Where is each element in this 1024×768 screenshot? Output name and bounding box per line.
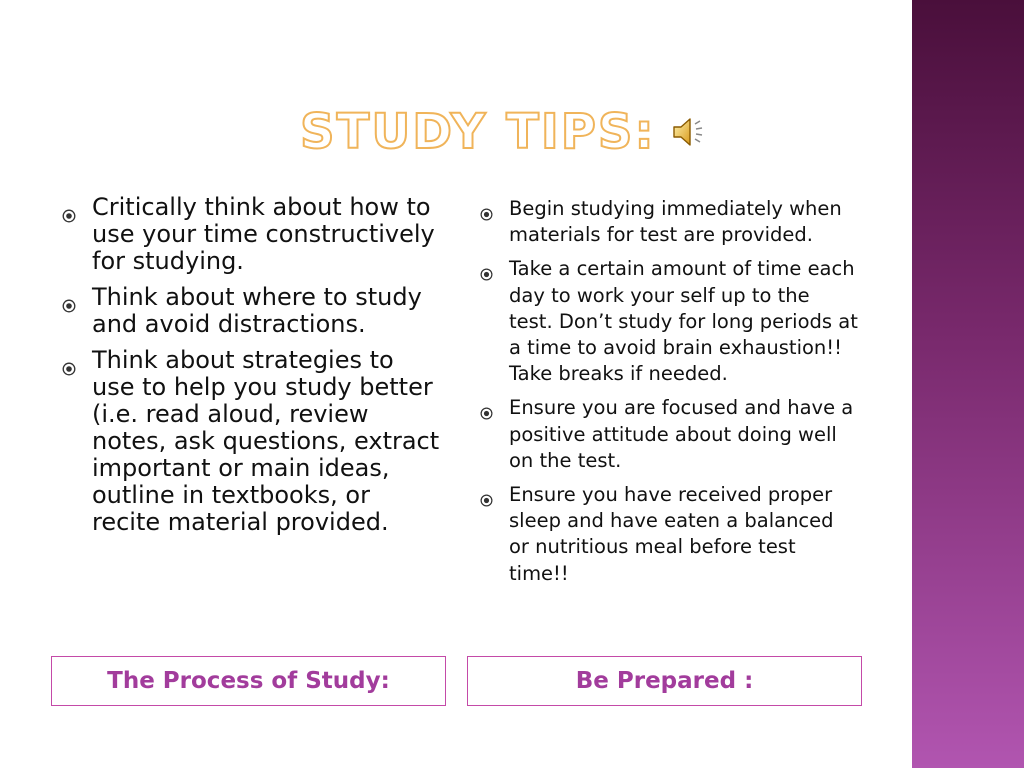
target-bullet-icon [480,401,493,414]
right-column [478,196,858,595]
bullet-text: Begin studying immediately when materials for test are provided. [509,197,842,247]
bullet-item [478,482,858,587]
left-column [60,194,440,545]
process-of-study-label: The Process of Study: [107,668,390,694]
slide-title: STUDY TIPS: [300,104,656,160]
title-row [300,102,710,162]
be-prepared-box [467,656,862,706]
bullet-item [478,395,858,474]
bullet-text: Think about strategies to use to help you study better (i.e. read aloud, review notes, ask questions, extract important or main ideas, outline in textbooks, or recite material provided. [92,346,440,536]
bullet-text: Ensure you have received proper sleep and have eaten a balanced or nutritious meal before test time!! [509,483,834,585]
bullet-item [60,284,440,338]
process-of-study-box [51,656,446,706]
bullet-item [478,196,858,248]
target-bullet-icon [62,202,76,216]
bullet-text: Ensure you are focused and have a positive attitude about doing well on the test. [509,396,854,472]
be-prepared-label: Be Prepared : [575,668,754,694]
bullet-item [60,194,440,275]
left-bullet-list [60,194,440,536]
right-bullet-list [478,196,858,587]
bullet-item [60,347,440,536]
target-bullet-icon [480,262,493,275]
bullet-text: Think about where to study and avoid distractions. [92,283,422,338]
bullet-item [478,256,858,387]
target-bullet-icon [480,202,493,215]
bullet-text: Take a certain amount of time each day to work your self up to the test. Don’t study for long periods at a time to avoid brain exhaustion!! Take breaks if needed. [509,257,858,386]
target-bullet-icon [62,292,76,306]
decorative-side-bar [912,0,1024,768]
target-bullet-icon [62,355,76,369]
target-bullet-icon [480,488,493,501]
speaker-icon[interactable] [670,112,710,152]
bullet-text: Critically think about how to use your time constructively for studying. [92,193,435,275]
